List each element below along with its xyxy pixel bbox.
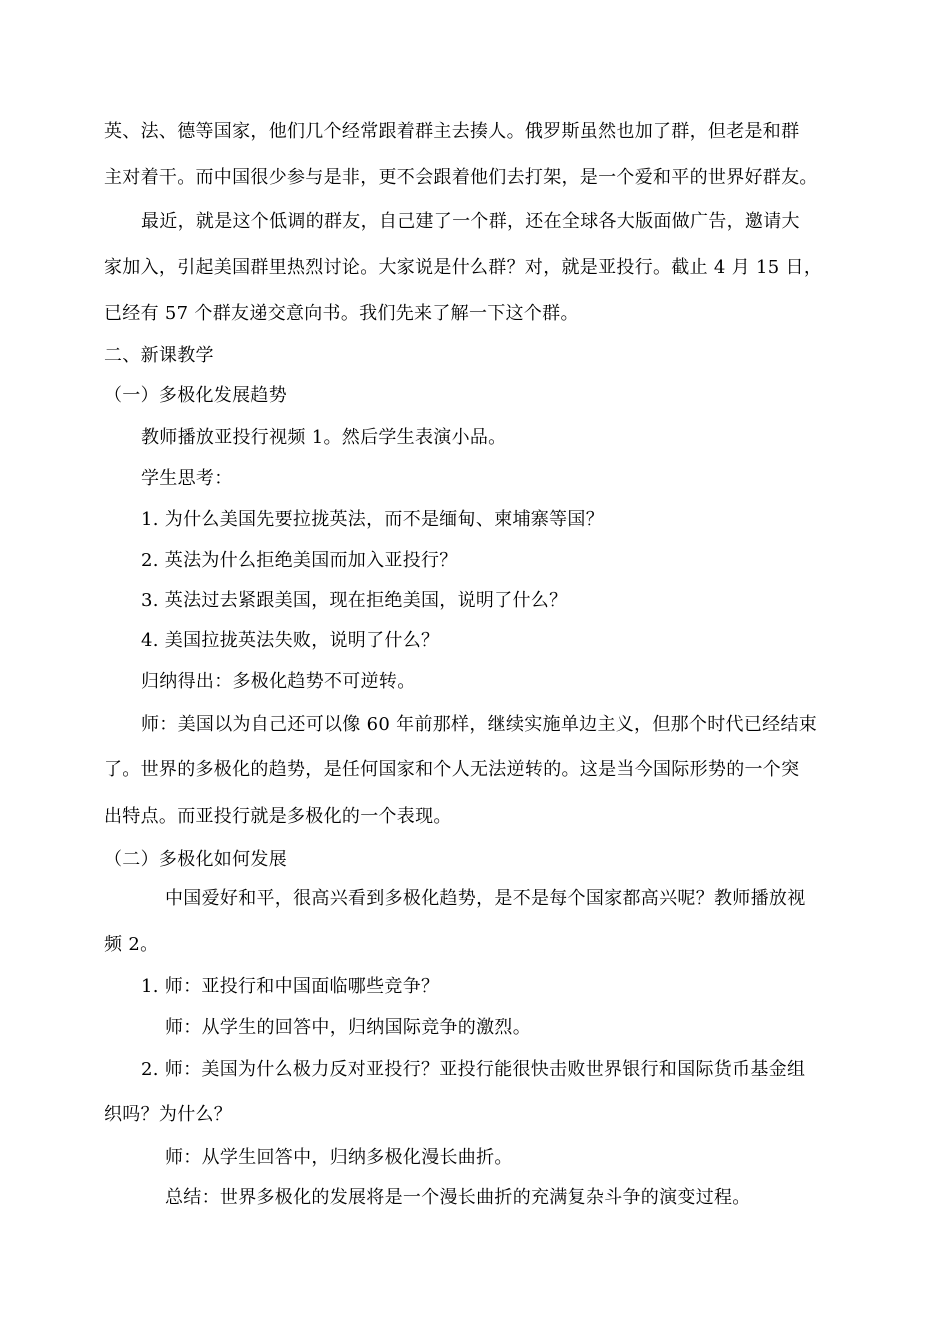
paragraph-line: 出特点。而亚投行就是多极化的一个表现。 — [104, 806, 452, 827]
question-item: 4. 美国拉拢英法失败，说明了什么？ — [141, 630, 440, 651]
paragraph-line: 师：美国以为自己还可以像 60 年前那样，继续实施单边主义，但那个时代已经结束 — [141, 714, 818, 735]
question-item: 1. 师：亚投行和中国面临哪些竞争？ — [141, 976, 440, 997]
question-item: 2. 师：美国为什么极力反对亚投行？亚投行能很快击败世界银行和国际货币基金组 — [141, 1059, 806, 1080]
question-item: 1. 为什么美国先要拉拢英法，而不是缅甸、柬埔寨等国？ — [141, 509, 604, 530]
paragraph-line: 归纳得出：多极化趋势不可逆转。 — [141, 671, 416, 692]
paragraph-line: 已经有 57 个群友递交意向书。我们先来了解一下这个群。 — [104, 303, 579, 324]
question-item: 2. 英法为什么拒绝美国而加入亚投行？ — [141, 550, 458, 571]
paragraph-line: 织吗？为什么？ — [104, 1104, 233, 1125]
paragraph-line: 教师播放亚投行视频 1。然后学生表演小品。 — [141, 427, 507, 448]
paragraph-line: 频 2。 — [104, 934, 159, 955]
paragraph-line: 师：从学生回答中，归纳多极化漫长曲折。 — [165, 1147, 513, 1168]
question-item: 3. 英法过去紧跟美国，现在拒绝美国，说明了什么？ — [141, 590, 568, 611]
summary-line: 总结：世界多极化的发展将是一个漫长曲折的充满复杂斗争的演变过程。 — [165, 1187, 751, 1208]
paragraph-line: 最近，就是这个低调的群友，自己建了一个群，还在全球各大版面做广告，邀请大 — [141, 211, 800, 232]
section-heading: 二、新课教学 — [104, 345, 214, 366]
paragraph-line: 中国爱好和平，很高兴看到多极化趋势，是不是每个国家都高兴呢？教师播放视 — [165, 888, 806, 909]
paragraph-line: 了。世界的多极化的趋势，是任何国家和个人无法逆转的。这是当今国际形势的一个突 — [104, 759, 800, 780]
paragraph-line: 英、法、德等国家，他们几个经常跟着群主去揍人。俄罗斯虽然也加了群，但老是和群 — [104, 121, 800, 142]
paragraph-line: 师：从学生的回答中，归纳国际竞争的激烈。 — [165, 1017, 531, 1038]
paragraph-line: 家加入，引起美国群里热烈讨论。大家说是什么群？对，就是亚投行。截止 4 月 15 日， — [104, 257, 823, 278]
subsection-heading: （二）多极化如何发展 — [104, 849, 287, 870]
subsection-heading: （一）多极化发展趋势 — [104, 385, 287, 406]
paragraph-line: 主对着干。而中国很少参与是非，更不会跟着他们去打架，是一个爱和平的世界好群友。 — [104, 167, 818, 188]
paragraph-line: 学生思考： — [141, 468, 233, 489]
